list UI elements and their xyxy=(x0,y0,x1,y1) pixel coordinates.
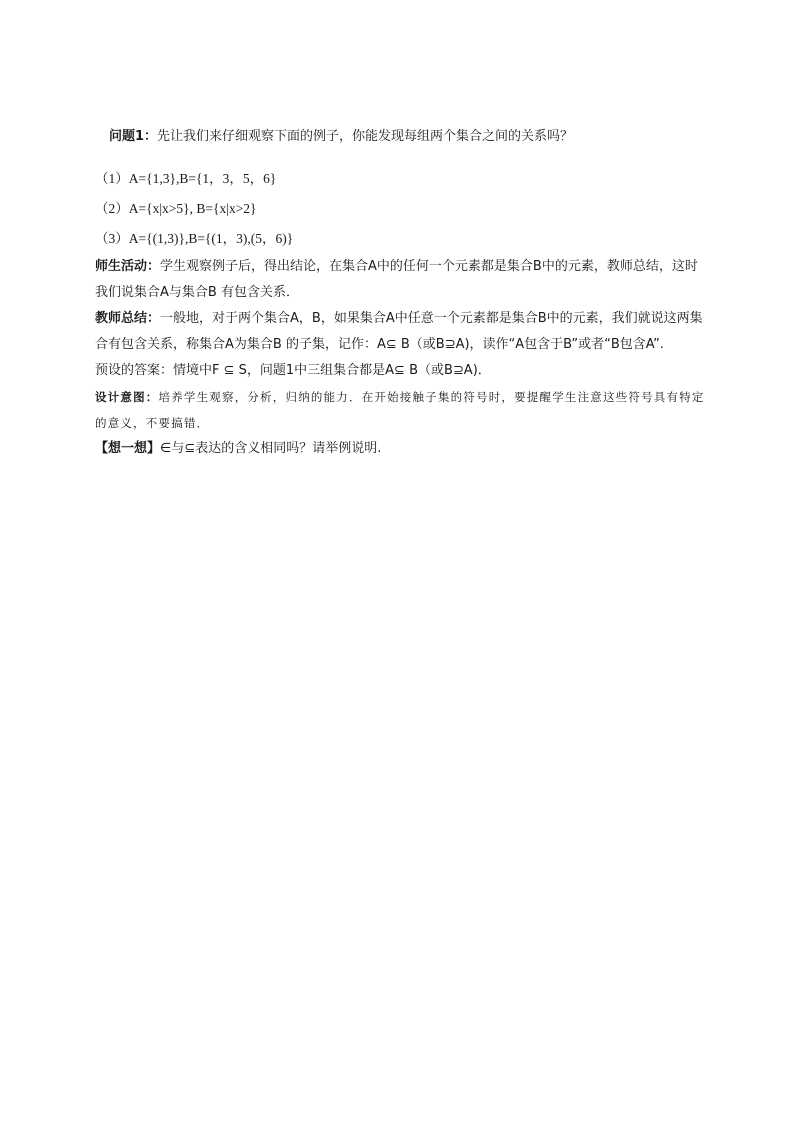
think-about-it xyxy=(95,436,707,462)
activity-label: 师生活动： xyxy=(95,259,161,274)
activity-text: 学生观察例子后，得出结论，在集合A中的任何一个元素都是集合B中的元素，教师总结，这时我们说集合A与集合B 有包含关系． xyxy=(95,259,698,300)
summary-label: 教师总结： xyxy=(95,311,161,326)
question-1-label: 问题1： xyxy=(109,129,158,144)
answer-text: 预设的答案：情境中F ⊆ S，问题1中三组集合都是A⊆ B（或B⊇A)． xyxy=(95,363,491,378)
example-1: （1）A={1,3},B={1，3，5，6} xyxy=(95,171,277,186)
question-1-text: 先让我们来仔细观察下面的例子，你能发现每组两个集合之间的关系吗？ xyxy=(157,129,574,144)
page-content xyxy=(95,124,707,462)
example-2: （2）A={x|x>5}, B={x|x>2} xyxy=(95,201,257,216)
teacher-summary xyxy=(95,306,707,358)
think-label: 【想一想】 xyxy=(95,441,161,456)
summary-text: 一般地，对于两个集合A，B，如果集合A中任意一个元素都是集合B中的元素，我们就说这两集合有包含关系，称集合A为集合B 的子集，记作：A⊆ B（或B⊇A)，读作“A包含于B”或者“B包含A”. xyxy=(95,311,703,352)
design-label: 设计意图： xyxy=(95,390,159,404)
teacher-student-activity xyxy=(95,254,707,306)
preset-answer xyxy=(95,358,707,384)
question-1 xyxy=(109,124,707,150)
design-text: 培养学生观察，分析，归纳的能力．在开始接触子集的符号时，要提醒学生注意这些符号具有特定的意义，不要搞错． xyxy=(95,390,705,430)
design-intent xyxy=(95,384,707,436)
think-text: ∈与⊆表达的含义相同吗？请举例说明. xyxy=(160,441,382,456)
example-list xyxy=(95,164,707,254)
example-3: （3）A={(1,3)},B={(1，3),(5，6)} xyxy=(95,231,294,246)
